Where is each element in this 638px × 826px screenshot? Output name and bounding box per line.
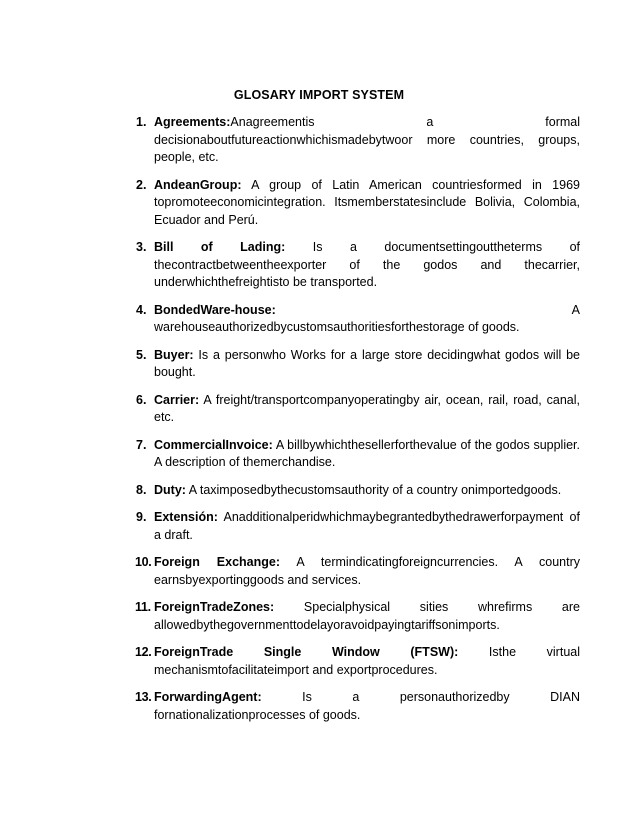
glossary-entry bbox=[136, 509, 580, 544]
glossary-entry bbox=[136, 347, 580, 382]
glossary-entry bbox=[136, 177, 580, 230]
entry-number: 1. bbox=[136, 115, 147, 129]
page-title: GLOSARY IMPORT SYSTEM bbox=[233, 88, 405, 102]
entry-number: 3. bbox=[136, 240, 147, 254]
glossary-entry bbox=[136, 554, 580, 589]
entry-term: Duty: bbox=[154, 482, 186, 497]
entry-definition: Is a personwho Works for a large store decidingwhat godos will be bought. bbox=[154, 347, 580, 379]
entry-term: Foreign Exchange: bbox=[154, 555, 281, 569]
entry-number: 11. bbox=[135, 600, 151, 614]
entry-term: Agreements: bbox=[154, 115, 231, 129]
entry-term: BondedWare-house: bbox=[154, 302, 276, 317]
glossary-entry bbox=[136, 114, 580, 167]
entry-number: 7. bbox=[136, 437, 147, 452]
entry-definition: A group of Latin American countriesformed in 1969 topromoteeconomicintegration. Itsmemberstatesinclude Bolivia, Colombia, Ecuador and Perú. bbox=[154, 177, 580, 227]
entry-term: Extensión: bbox=[154, 510, 218, 524]
glossary-entry bbox=[136, 302, 580, 337]
entry-term: Bill of Lading: bbox=[154, 240, 286, 254]
entry-number: 2. bbox=[136, 177, 147, 192]
entry-term: ForwardingAgent: bbox=[154, 690, 262, 704]
entry-number: 12. bbox=[135, 645, 152, 659]
glossary-entry bbox=[136, 437, 580, 472]
entry-definition: Is a personauthorizedby DIAN fornationalizationprocesses of goods. bbox=[154, 690, 580, 722]
entry-definition: A freight/transportcompanyoperatingby air, ocean, rail, road, canal, etc. bbox=[154, 392, 580, 424]
entry-definition: A termindicatingforeigncurrencies. A country earnsbyexportinggoods and services. bbox=[154, 555, 580, 587]
entry-term: ForeignTradeZones: bbox=[154, 600, 275, 614]
entry-definition: A warehouseauthorizedbycustomsauthoritiesforthestorage of goods. bbox=[154, 302, 580, 334]
glossary-entry bbox=[136, 599, 580, 634]
entry-definition: Is a documentsettingouttheterms of thecontractbetweentheexporter of the godos and thecarrier, underwhichthefreightisto be transported. bbox=[154, 240, 580, 289]
glossary-list bbox=[136, 114, 580, 734]
glossary-entry bbox=[136, 689, 580, 724]
entry-number: 4. bbox=[136, 302, 147, 317]
entry-definition: Specialphysical sities whrefirms are allowedbythegovernmenttodelayoravoidpayingtariffsonimports. bbox=[154, 600, 580, 632]
entry-number: 9. bbox=[136, 510, 147, 524]
glossary-entry bbox=[136, 392, 580, 427]
entry-definition: Anagreementis a formal decisionaboutfutureactionwhichismadebytwoor more countries, groups, people, etc. bbox=[154, 115, 580, 164]
entry-number: 8. bbox=[136, 482, 147, 497]
entry-definition: A taximposedbythecustomsauthority of a country onimportedgoods. bbox=[185, 482, 562, 497]
glossary-entry bbox=[136, 482, 580, 500]
glossary-entry bbox=[136, 239, 580, 292]
entry-definition: Anadditionalperidwhichmaybegrantedbythedrawerforpayment of a draft. bbox=[154, 510, 580, 542]
entry-number: 10. bbox=[135, 555, 152, 569]
glossary-entry bbox=[136, 644, 580, 679]
entry-term: Buyer: bbox=[154, 347, 194, 362]
entry-term: ForeignTrade Single Window (FTSW): bbox=[154, 645, 459, 659]
entry-term: CommercialInvoice: bbox=[154, 437, 273, 452]
entry-definition: A billbywhichthesellerforthevalue of the godos supplier. A description of themerchandise. bbox=[154, 437, 580, 469]
entry-number: 5. bbox=[136, 347, 147, 362]
entry-definition: Isthe virtual mechanismtofacilitateimport and exportprocedures. bbox=[154, 645, 580, 677]
entry-number: 6. bbox=[136, 392, 147, 407]
entry-term: AndeanGroup: bbox=[154, 177, 242, 192]
entry-number: 13. bbox=[135, 690, 152, 704]
entry-term: Carrier: bbox=[154, 392, 200, 407]
